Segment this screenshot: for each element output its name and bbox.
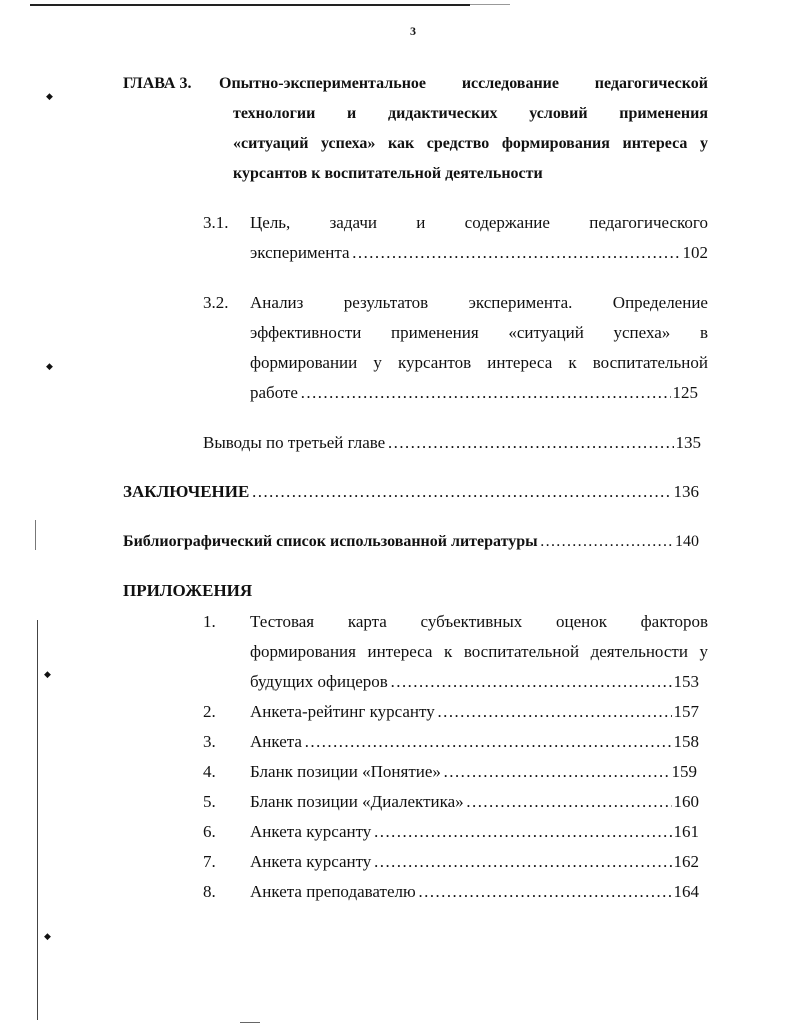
word: эксперимента.	[468, 293, 573, 312]
appendix-line	[250, 612, 708, 632]
word: интереса	[622, 135, 688, 152]
word: формировании	[250, 353, 358, 372]
dot-leader	[304, 732, 672, 752]
word: и	[416, 213, 426, 232]
dot-leader	[373, 822, 671, 842]
word: применения	[391, 323, 479, 342]
toc-section-number: 3.2.	[203, 293, 229, 312]
toc-section-line	[250, 353, 708, 373]
word: технологии	[233, 105, 316, 122]
word: воспитательной	[463, 642, 580, 661]
chapter-title-line-4: курсантов к воспитательной деятельности	[233, 165, 543, 182]
chapter-heading-label: ГЛАВА 3.	[123, 75, 192, 92]
toc-page-number: 158	[673, 732, 699, 751]
toc-entry-appendix-7[interactable]	[250, 852, 699, 872]
word: средство	[426, 135, 490, 152]
dot-leader	[251, 482, 671, 502]
word: исследование	[461, 75, 559, 92]
toc-section-line	[250, 323, 708, 343]
toc-entry-text: эксперимента	[250, 243, 350, 262]
toc-page-number: 162	[673, 852, 699, 871]
word: Определение	[612, 293, 708, 312]
word: и	[347, 105, 357, 122]
toc-page-number: 153	[673, 672, 699, 691]
toc-page-number: 159	[671, 762, 697, 781]
toc-entry-conclusion[interactable]	[123, 482, 699, 502]
page-number: 3	[410, 24, 416, 38]
word: результатов	[343, 293, 429, 312]
scan-left-rule-short	[35, 520, 36, 550]
appendix-number: 7.	[203, 852, 216, 871]
word: интереса	[367, 642, 433, 661]
dot-leader	[466, 792, 672, 812]
toc-entry-text: Анкета курсанту	[250, 852, 372, 871]
toc-entry-appendix-8[interactable]	[250, 882, 699, 902]
word: курсантов	[398, 353, 472, 372]
dot-leader	[390, 672, 672, 692]
appendix-number: 8.	[203, 882, 216, 901]
dot-leader	[437, 702, 672, 722]
word: эффективности	[250, 323, 362, 342]
toc-section-line	[250, 293, 708, 313]
appendix-number: 5.	[203, 792, 216, 811]
word: дидактических	[387, 105, 498, 122]
toc-entry-text: Анкета преподавателю	[250, 882, 416, 901]
word: Опытно-экспериментальное	[219, 75, 427, 92]
word: формирования	[250, 642, 356, 661]
toc-page-number: 102	[682, 243, 708, 262]
word: успеха»	[613, 323, 671, 342]
scan-left-rule	[37, 620, 38, 1020]
word: у	[373, 353, 382, 372]
word: Тестовая	[250, 612, 315, 631]
toc-section-number: 3.1.	[203, 213, 229, 232]
word: Цель,	[250, 213, 291, 232]
appendix-number: 4.	[203, 762, 216, 781]
word: «ситуаций	[233, 135, 309, 152]
toc-entry-appendix-2[interactable]	[250, 702, 699, 722]
chapter-title-line-1	[219, 74, 708, 94]
toc-entry-text: Анкета-рейтинг курсанту	[250, 702, 435, 721]
toc-entry-text: будущих офицеров	[250, 672, 388, 691]
word: интереса	[487, 353, 553, 372]
toc-entry-appendix-6[interactable]	[250, 822, 699, 842]
word: успеха»	[321, 135, 376, 152]
dot-leader	[443, 762, 670, 782]
appendix-number: 3.	[203, 732, 216, 751]
toc-entry-appendix-3[interactable]	[250, 732, 699, 752]
dot-leader	[540, 532, 673, 552]
word: у	[699, 642, 708, 661]
appendix-number: 2.	[203, 702, 216, 721]
word: «ситуаций	[508, 323, 584, 342]
chapter-title-line-2	[233, 104, 708, 124]
word: факторов	[640, 612, 708, 631]
chapter-title-line-3	[233, 134, 708, 154]
toc-entry-3-1[interactable]	[250, 243, 708, 263]
toc-entry-text: Бланк позиции «Диалектика»	[250, 792, 464, 811]
word: воспитательной	[592, 353, 708, 372]
toc-page-number: 140	[675, 533, 699, 550]
toc-entry-text: Анкета курсанту	[250, 822, 372, 841]
toc-section-line	[250, 213, 708, 233]
scan-bottom-rule	[240, 1022, 260, 1023]
toc-entry-text: Библиографический список использованной литературы	[123, 533, 538, 550]
toc-entry-text: ЗАКЛЮЧЕНИЕ	[123, 482, 250, 501]
word: Анализ	[250, 293, 304, 312]
word: применения	[619, 105, 708, 122]
toc-entry-bibliography[interactable]	[123, 532, 699, 552]
word: содержание	[464, 213, 550, 232]
toc-page-number: 135	[675, 433, 701, 452]
binding-hole-mark: ◆	[46, 361, 53, 371]
toc-entry-text: Выводы по третьей главе	[203, 433, 386, 452]
word: в	[699, 323, 708, 342]
word: формирования	[501, 135, 610, 152]
toc-page-number: 164	[673, 882, 699, 901]
toc-page-number: 125	[672, 383, 698, 402]
scan-top-rule-faint	[470, 4, 510, 5]
word: субъективных	[420, 612, 523, 631]
word: к	[568, 353, 577, 372]
word: деятельности	[590, 642, 688, 661]
dot-leader	[387, 433, 673, 453]
toc-page-number: 157	[673, 702, 699, 721]
toc-entry-text: работе	[250, 383, 298, 402]
toc-entry-appendix-1[interactable]	[250, 672, 699, 692]
word: задачи	[329, 213, 378, 232]
toc-entry-3-2[interactable]	[250, 383, 698, 403]
scan-top-rule	[30, 4, 470, 6]
word: педагогической	[594, 75, 708, 92]
word: к	[444, 642, 453, 661]
toc-page-number: 161	[673, 822, 699, 841]
toc-entry-text: Бланк позиции «Понятие»	[250, 762, 441, 781]
word: как	[387, 135, 415, 152]
word: оценок	[555, 612, 607, 631]
dot-leader	[373, 852, 671, 872]
appendix-number: 6.	[203, 822, 216, 841]
toc-entry-text: Анкета	[250, 732, 302, 751]
word: карта	[347, 612, 387, 631]
word: условий	[529, 105, 588, 122]
appendix-line	[250, 642, 708, 662]
appendix-number: 1.	[203, 612, 216, 631]
dot-leader	[418, 882, 672, 902]
toc-page-number: 160	[673, 792, 699, 811]
binding-hole-mark: ◆	[44, 669, 51, 679]
word: у	[699, 135, 708, 152]
dot-leader	[300, 383, 671, 403]
toc-page-number: 136	[673, 482, 699, 501]
binding-hole-mark: ◆	[44, 931, 51, 941]
appendices-heading: ПРИЛОЖЕНИЯ	[123, 581, 253, 600]
dot-leader	[352, 243, 681, 263]
binding-hole-mark: ◆	[46, 91, 53, 101]
toc-entry-appendix-4[interactable]	[250, 762, 697, 782]
toc-entry-appendix-5[interactable]	[250, 792, 699, 812]
word: педагогического	[589, 213, 708, 232]
toc-entry-conclusions[interactable]	[203, 433, 701, 453]
